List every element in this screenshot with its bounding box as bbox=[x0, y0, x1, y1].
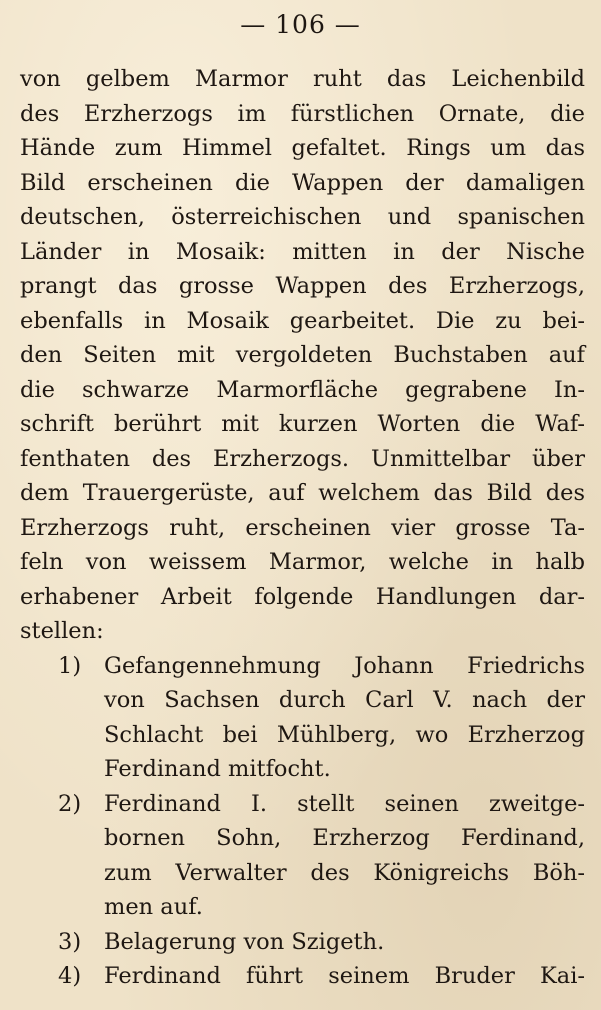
text-line: Länder in Mosaik: mitten in der Nische bbox=[20, 238, 585, 265]
text-line: den Seiten mit vergoldeten Buchstaben auf bbox=[20, 342, 585, 368]
list-item-line: bornen Sohn, Erzherzog Ferdinand, bbox=[104, 825, 585, 851]
list-item-line: von Sachsen durch Carl V. nach der bbox=[104, 687, 585, 713]
page-body bbox=[20, 62, 585, 994]
list-item bbox=[20, 959, 585, 994]
list-item-line: zum Verwalter des Königreichs Böh- bbox=[104, 859, 585, 886]
text-line: fenthaten des Erzherzogs. Unmittelbar über bbox=[20, 445, 585, 472]
text-line: feln von weissem Marmor, welche in halb bbox=[20, 549, 585, 575]
list-item-number: 4) bbox=[58, 963, 82, 989]
text-line: schrift berührt mit kurzen Worten die Waf- bbox=[20, 411, 585, 437]
text-line: Hände zum Himmel gefaltet. Rings um das bbox=[20, 135, 585, 161]
text-line: stellen: bbox=[20, 618, 104, 644]
text-line: von gelbem Marmor ruht das Leichenbild bbox=[20, 66, 585, 92]
text-line: ebenfalls in Mosaik gearbeitet. Die zu bei- bbox=[20, 307, 585, 334]
list-item-line: Belagerung von Szigeth. bbox=[104, 928, 385, 955]
text-line: die schwarze Marmorfläche gegrabene In- bbox=[20, 376, 585, 403]
list-item-number: 2) bbox=[58, 790, 82, 817]
list-item bbox=[20, 787, 585, 925]
text-line: Erzherzogs ruht, erscheinen vier grosse Ta- bbox=[20, 514, 585, 541]
text-line: prangt das grosse Wappen des Erzherzogs, bbox=[20, 273, 585, 299]
list-item bbox=[20, 925, 585, 960]
list-item-line: Schlacht bei Mühlberg, wo Erzherzog bbox=[104, 721, 585, 748]
text-line: Bild erscheinen die Wappen der damaligen bbox=[20, 169, 585, 196]
text-line: erhabener Arbeit folgende Handlungen dar- bbox=[20, 583, 585, 610]
text-line: des Erzherzogs im fürstlichen Ornate, die bbox=[20, 100, 585, 127]
list-item-line: Ferdinand mitfocht. bbox=[104, 756, 331, 782]
paragraph bbox=[20, 62, 585, 649]
list-item-number: 1) bbox=[58, 652, 82, 679]
list-item bbox=[20, 649, 585, 787]
list-item-line: men auf. bbox=[104, 894, 203, 920]
list-item-line: Gefangennehmung Johann Friedrichs bbox=[104, 652, 585, 679]
list-item-line: Ferdinand führt seinem Bruder Kai- bbox=[104, 963, 585, 989]
text-line: dem Trauergerüste, auf welchem das Bild des bbox=[20, 480, 585, 506]
list-item-line: Ferdinand I. stellt seinen zweitge- bbox=[104, 790, 585, 817]
text-line: deutschen, österreichischen und spanischen bbox=[20, 204, 585, 230]
page-number: — 106 — bbox=[240, 10, 361, 39]
numbered-list bbox=[20, 649, 585, 994]
list-item-number: 3) bbox=[58, 928, 82, 955]
